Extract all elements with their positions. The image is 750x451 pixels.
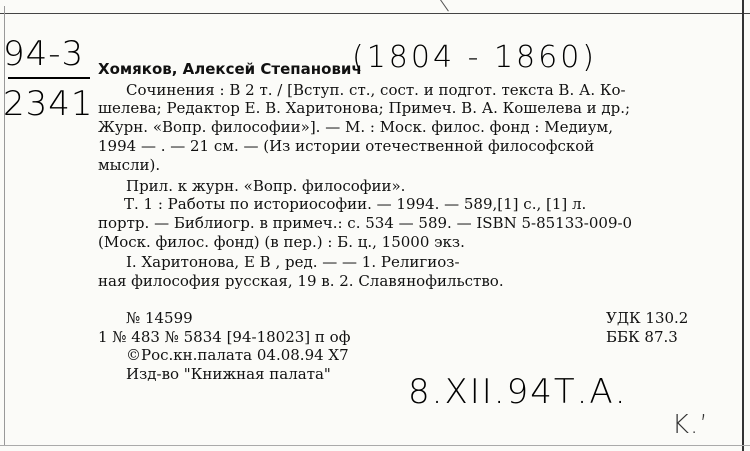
card-right-edge [742,0,744,451]
card-number: № 14599 [126,309,193,327]
card-bottom-edge [0,445,750,446]
volume-line: (Моск. филос. фонд) (в пер.) : Б. ц., 15000 экз. [98,233,465,251]
card-top-edge [0,13,750,14]
udk-code: УДК 130.2 [606,309,689,327]
call-number-rule [8,77,90,79]
handwritten-corner-mark: K.’ [672,410,709,440]
copyright-line: ©Рос.кн.палата 04.08.94 Х7 [126,346,349,364]
author-heading: Хомяков, Алексей Степанович [98,60,362,78]
volume-line: портр. — Библиогр. в примеч.: с. 534 — 589. — ISBN 5-85133-009-0 [98,214,633,232]
card-corner-tick [440,0,449,11]
title-line: шелева; Редактор Е. В. Харитонова; Примеч. В. А. Кошелева и др.; [98,99,631,117]
volume-line: Т. 1 : Работы по историософии. — 1994. — 589,[1] с., [1] л. [124,195,587,213]
tracing-line: ная философия русская, 19 в. 2. Славянофильство. [98,272,504,290]
title-line: мысли). [98,156,161,174]
handwritten-call-number-bottom: 2341 [3,84,94,124]
title-line: 1994 — . — 21 см. — (Из истории отечественной философской [98,137,595,155]
supplement-note: Прил. к журн. «Вопр. философии». [126,177,406,195]
title-line: Сочинения : В 2 т. / [Вступ. ст., сост. и подгот. текста В. А. Ко- [126,81,626,99]
title-line: Журн. «Вопр. философии»]. — М. : Моск. филос. фонд : Медиум, [98,118,613,136]
bbk-code: ББК 87.3 [606,328,678,346]
handwritten-call-number-top: 94-3 [3,34,85,74]
tracing-line: I. Харитонова, Е В , ред. — — 1. Религиоз- [126,253,460,271]
handwritten-life-years: (1804 - 1860) [352,40,598,75]
registry-line: 1 № 483 № 5834 [94-18023] п оф [98,328,351,346]
handwritten-acquisition-date: 8.XII.94Т.А. [408,372,628,412]
publisher-line: Изд-во "Книжная палата" [126,365,331,383]
